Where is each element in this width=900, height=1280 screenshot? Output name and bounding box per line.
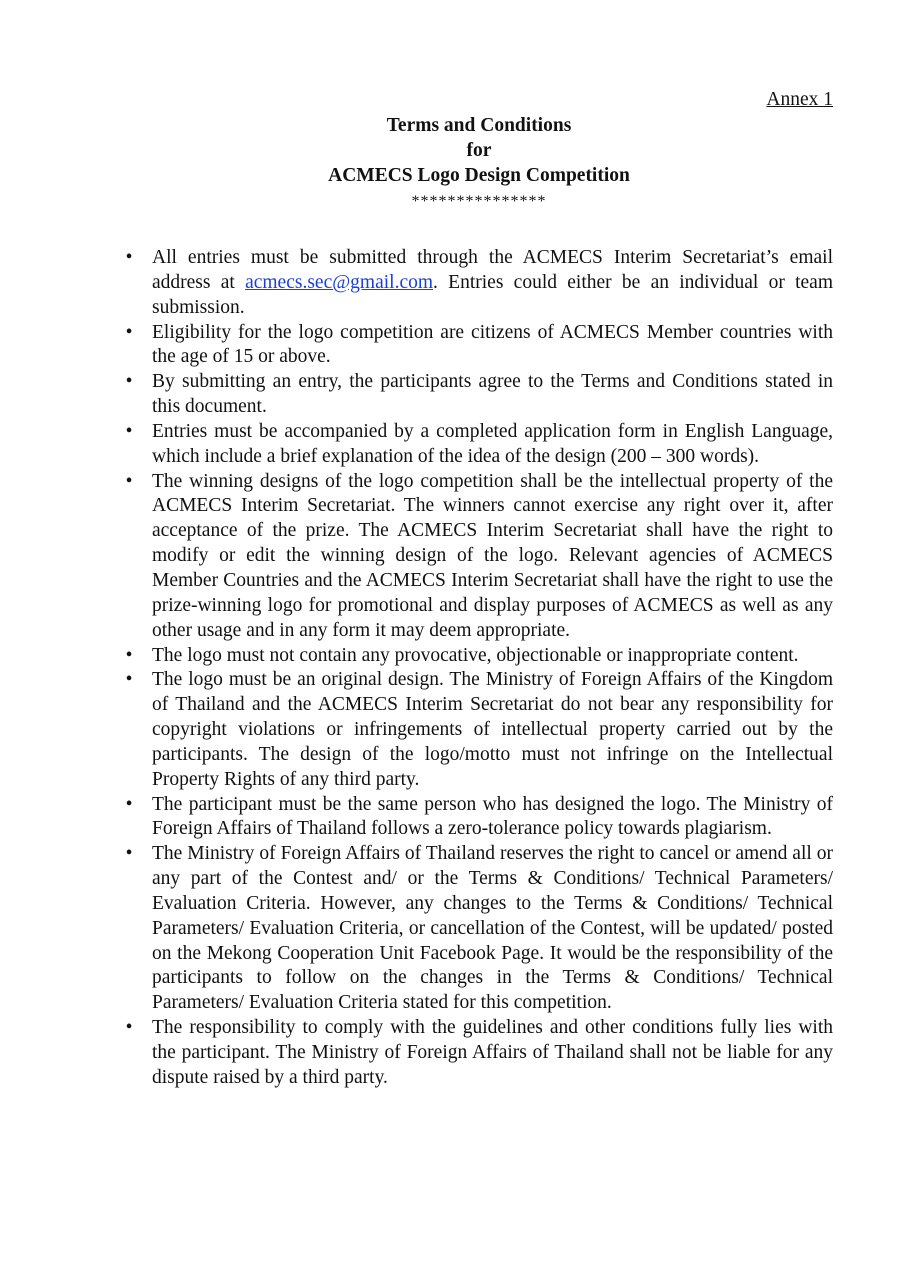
- term-item-10: [125, 1016, 833, 1091]
- email-link[interactable]: acmecs.sec@gmail.com: [245, 271, 434, 293]
- term-text: Entries must be accompanied by a completed application form in English Language, which include a brief explanation of the idea of the design (200 – 300 words).: [152, 420, 833, 467]
- term-text: All entries must be submitted through the ACMECS Interim Secretariat’s email address at: [152, 247, 833, 293]
- bullet-icon: •: [125, 1017, 133, 1039]
- title-line-1: Terms and Conditions: [386, 115, 572, 136]
- bullet-icon: •: [125, 793, 133, 815]
- bullet-icon: •: [125, 247, 133, 268]
- term-text: The participant must be the same person who has designed the logo. The Ministry of Foreign Affairs of Thailand follows a zero-tolerance policy towards plagiarism.: [152, 793, 833, 840]
- bullet-icon: •: [125, 843, 133, 865]
- bullet-icon: •: [125, 669, 133, 691]
- term-text: Eligibility for the logo competition are citizens of ACMECS Member countries with the age of 15 or above.: [152, 321, 833, 368]
- term-item-8: [125, 793, 833, 843]
- term-item-3: [125, 370, 833, 420]
- term-text: The winning designs of the logo competition shall be the intellectual property of the ACMECS Interim Secretariat. The winners cannot exercise any right over it, after acceptance of the prize. The ACMECS Interim Secretariat shall have the right to modify or edit the winning design of the logo. Relevant agencies of ACMECS Member Countries and the ACMECS Interim Secretariat shall have the right to use the prize-winning logo for promotional and display purposes of ACMECS as well as any other usage and in any form it may deem appropriate.: [152, 470, 833, 641]
- bullet-icon: •: [125, 371, 133, 393]
- term-text: The logo must not contain any provocative, objectionable or inappropriate content.: [152, 644, 799, 666]
- bullet-icon: •: [125, 321, 133, 343]
- title-divider: ***************: [411, 193, 547, 210]
- term-item-9: [125, 842, 833, 1016]
- term-text: By submitting an entry, the participants agree to the Terms and Conditions stated in this document.: [152, 371, 833, 418]
- term-text: . Entries could either be an individual or team submission.: [152, 271, 833, 318]
- document-title: [0, 113, 900, 216]
- annex-label: Annex 1: [766, 89, 833, 110]
- term-item-2: [125, 321, 833, 371]
- title-line-2: for: [466, 140, 492, 161]
- term-text: The logo must be an original design. The Ministry of Foreign Affairs of the Kingdom of Thailand and the ACMECS Interim Secretariat do not bear any responsibility for copyright violations or infringements of intellectual property carried out by the participants. The design of the logo/motto must not infringe on the Intellectual Property Rights of any third party.: [152, 669, 833, 790]
- bullet-icon: •: [125, 644, 133, 666]
- term-item-4: [125, 420, 833, 470]
- term-item-5: [125, 470, 833, 644]
- bullet-icon: •: [125, 420, 133, 442]
- term-item-1: [125, 246, 833, 321]
- term-item-6: [125, 644, 833, 669]
- term-item-7: [125, 668, 833, 792]
- title-line-3: ACMECS Logo Design Competition: [328, 165, 630, 186]
- term-text: The responsibility to comply with the guidelines and other conditions fully lies with the participant. The Ministry of Foreign Affairs of Thailand shall not be liable for any dispute raised by a third party.: [152, 1017, 833, 1088]
- terms-list: [125, 246, 833, 1091]
- term-text: The Ministry of Foreign Affairs of Thailand reserves the right to cancel or amend all or any part of the Contest and/ or the Terms & Conditions/ Technical Parameters/ Evaluation Criteria. However, any changes to the Terms & Conditions/ Technical Parameters/ Evaluation Criteria, or cancellation of the Contest, will be updated/ posted on the Mekong Cooperation Unit Facebook Page. It would be the responsibility of the participants to follow on the changes in the Terms & Conditions/ Technical Parameters/ Evaluation Criteria stated for this competition.: [152, 843, 833, 1014]
- bullet-icon: •: [125, 470, 133, 492]
